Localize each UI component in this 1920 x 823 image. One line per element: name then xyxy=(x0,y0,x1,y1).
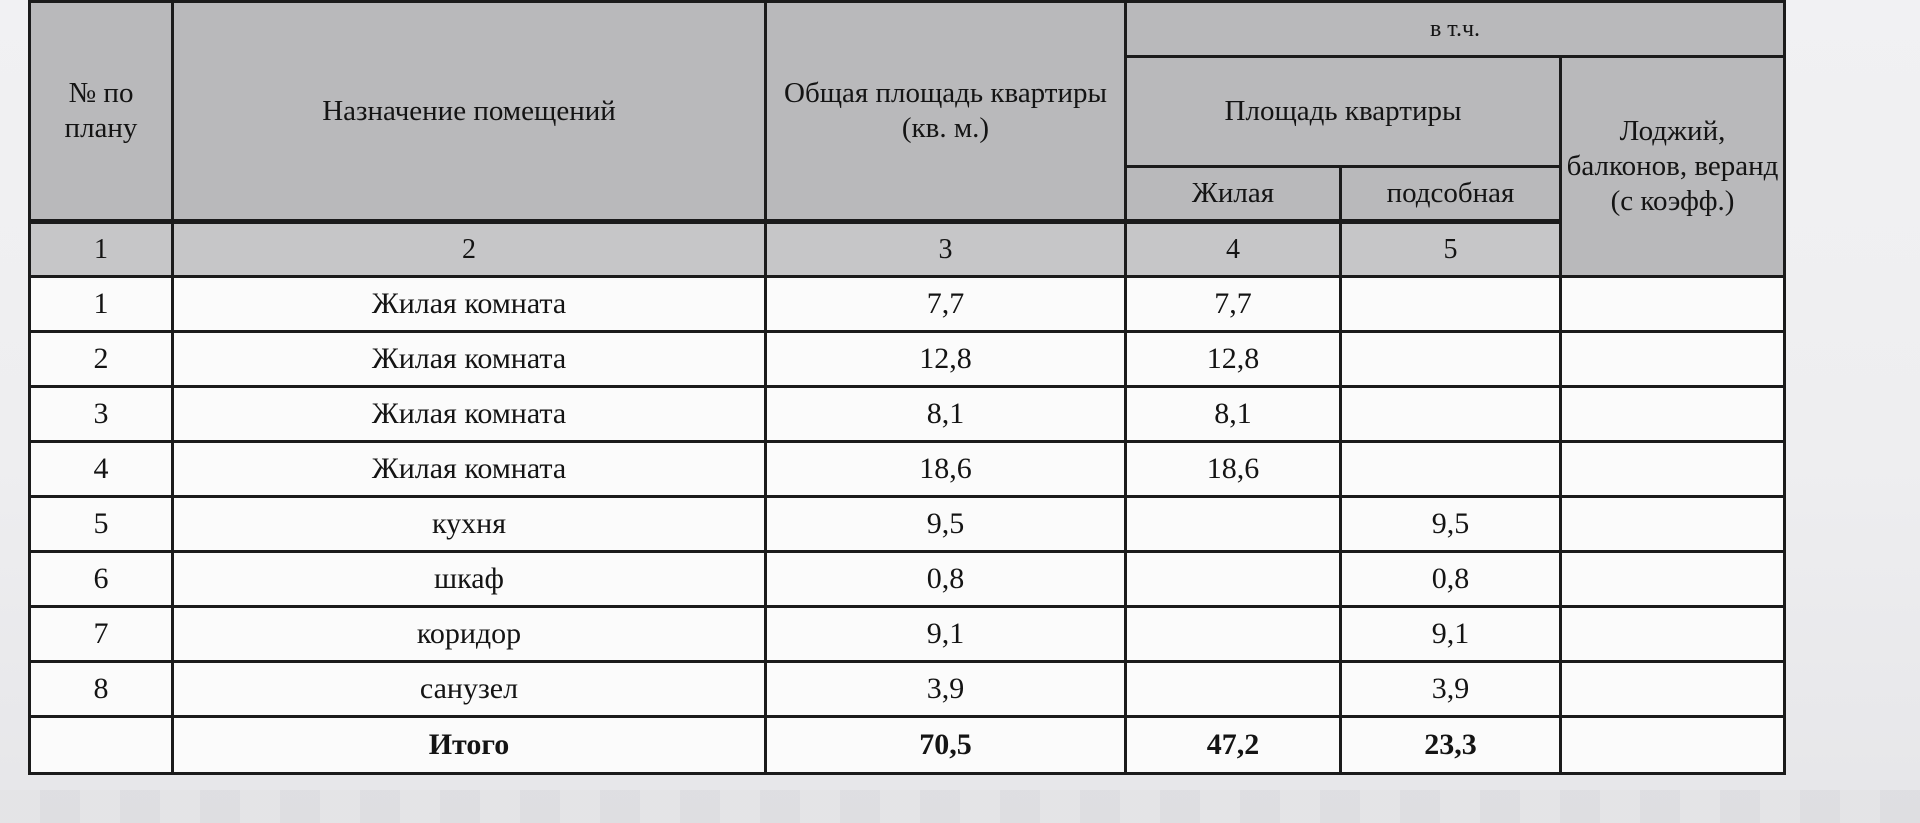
table-row xyxy=(30,607,1785,662)
auxiliary-area-value: 9,1 xyxy=(1341,607,1561,662)
room-purpose: Жилая комната xyxy=(173,332,766,387)
living-area-value xyxy=(1126,552,1341,607)
next-page-edge xyxy=(0,790,1920,823)
room-purpose: санузел xyxy=(173,662,766,717)
total-area-value: 7,7 xyxy=(766,277,1126,332)
column-number: 1 xyxy=(30,222,173,277)
row-number: 4 xyxy=(30,442,173,497)
column-number: 2 xyxy=(173,222,766,277)
row-number: 2 xyxy=(30,332,173,387)
row-number: 3 xyxy=(30,387,173,442)
total-area-value: 9,5 xyxy=(766,497,1126,552)
header-living: Жилая xyxy=(1126,167,1341,222)
auxiliary-area-value: 9,5 xyxy=(1341,497,1561,552)
room-purpose: кухня xyxy=(173,497,766,552)
total-area-value: 12,8 xyxy=(766,332,1126,387)
header-total-area: Общая площадь квартиры (кв. м.) xyxy=(766,2,1126,222)
loggia-area-sum xyxy=(1561,717,1785,774)
row-number xyxy=(30,717,173,774)
total-area-value: 8,1 xyxy=(766,387,1126,442)
total-area-value: 18,6 xyxy=(766,442,1126,497)
room-purpose: Жилая комната xyxy=(173,442,766,497)
table-row xyxy=(30,497,1785,552)
auxiliary-area-value: 3,9 xyxy=(1341,662,1561,717)
header-room-purpose: Назначение помещений xyxy=(173,2,766,222)
row-number: 6 xyxy=(30,552,173,607)
column-number: 4 xyxy=(1126,222,1341,277)
table-row xyxy=(30,662,1785,717)
living-area-value: 18,6 xyxy=(1126,442,1341,497)
loggia-area-value xyxy=(1561,332,1785,387)
total-label: Итого xyxy=(173,717,766,774)
living-area-value xyxy=(1126,662,1341,717)
loggia-area-value xyxy=(1561,497,1785,552)
document-sheet xyxy=(28,0,1783,775)
table-row xyxy=(30,387,1785,442)
loggia-area-value xyxy=(1561,662,1785,717)
room-purpose: Жилая комната xyxy=(173,387,766,442)
auxiliary-area-value xyxy=(1341,442,1561,497)
header-plan-no: № по плану xyxy=(30,2,173,222)
living-area-value xyxy=(1126,607,1341,662)
table-row xyxy=(30,332,1785,387)
room-purpose: Жилая комната xyxy=(173,277,766,332)
auxiliary-area-value xyxy=(1341,332,1561,387)
header-auxiliary: подсобная xyxy=(1341,167,1561,222)
table-row xyxy=(30,552,1785,607)
total-area-value: 9,1 xyxy=(766,607,1126,662)
loggia-area-value xyxy=(1561,277,1785,332)
auxiliary-area-value xyxy=(1341,387,1561,442)
table-row xyxy=(30,442,1785,497)
row-number: 5 xyxy=(30,497,173,552)
total-area-value: 3,9 xyxy=(766,662,1126,717)
loggia-area-value xyxy=(1561,387,1785,442)
room-area-table xyxy=(28,0,1786,775)
column-number: 5 xyxy=(1341,222,1561,277)
loggia-area-value xyxy=(1561,442,1785,497)
table-row xyxy=(30,277,1785,332)
header-including: в т.ч. xyxy=(1126,2,1785,57)
living-area-value: 12,8 xyxy=(1126,332,1341,387)
row-number: 1 xyxy=(30,277,173,332)
row-number: 8 xyxy=(30,662,173,717)
total-area-sum: 70,5 xyxy=(766,717,1126,774)
column-number: 3 xyxy=(766,222,1126,277)
row-number: 7 xyxy=(30,607,173,662)
auxiliary-area-value: 0,8 xyxy=(1341,552,1561,607)
loggia-area-value xyxy=(1561,552,1785,607)
living-area-value: 7,7 xyxy=(1126,277,1341,332)
auxiliary-area-sum: 23,3 xyxy=(1341,717,1561,774)
room-purpose: шкаф xyxy=(173,552,766,607)
header-loggias-balconies: Лоджий, балконов, веранд (с коэфф.) xyxy=(1561,57,1785,277)
auxiliary-area-value xyxy=(1341,277,1561,332)
living-area-value: 8,1 xyxy=(1126,387,1341,442)
room-purpose: коридор xyxy=(173,607,766,662)
header-apartment-area: Площадь квартиры xyxy=(1126,57,1561,167)
total-row xyxy=(30,717,1785,774)
total-area-value: 0,8 xyxy=(766,552,1126,607)
living-area-sum: 47,2 xyxy=(1126,717,1341,774)
loggia-area-value xyxy=(1561,607,1785,662)
living-area-value xyxy=(1126,497,1341,552)
